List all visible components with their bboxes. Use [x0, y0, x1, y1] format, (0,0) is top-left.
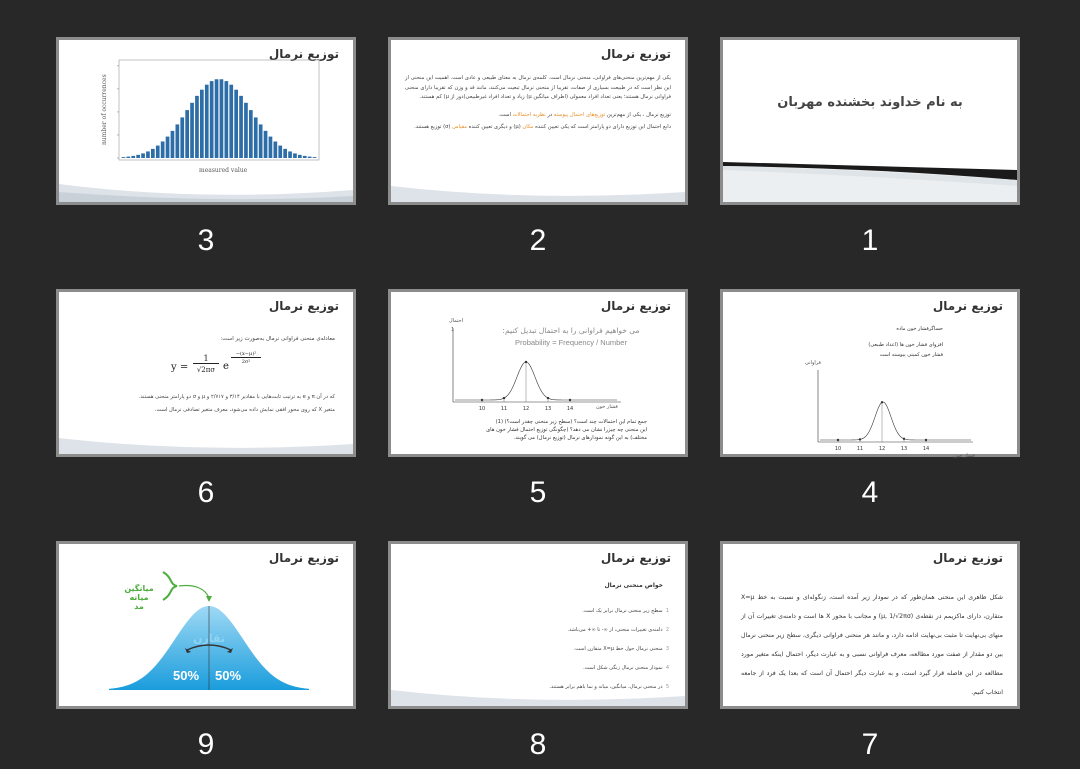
slide-decoration	[391, 666, 685, 706]
tick-label: 10	[478, 406, 486, 412]
histogram-bar	[141, 153, 145, 158]
histogram-bar	[308, 157, 312, 158]
slide-card-2[interactable]	[388, 37, 688, 257]
histogram-bar	[166, 137, 170, 158]
paragraph-2: توزیع نرمال ، یکی از مهم‌ترین توزیع‌های احتمال پیوسته در نظریه احتمالات است.	[498, 111, 671, 118]
histogram-bar	[229, 85, 233, 158]
histogram-bar	[283, 149, 287, 158]
paragraph-1: یکی از مهم‌ترین منحنی‌های فراوانی، منحنی نرمال است. کلمه‌ی نرمال به معنای طبیعی و عادی است. اهمیت این منحنی از این نظر است که در طبیعت بسیاری از صفات، تقریبا از منحنی نرمال تبعیت می‌کنند، مانند قد و وزن که تقریبا دارای منحنی فراوانی نرمال هستند؛ یعنی تعداد افراد معمولی (اطراف میانگین μ) زیاد و تعداد افراد غیرطبیعی(دور از μ) کم هستند.	[405, 75, 671, 100]
histogram-bar	[234, 90, 238, 158]
mean-median-mode-labels: میانگین میانه مد	[124, 584, 154, 611]
slide-decoration	[59, 414, 353, 454]
histogram-bar	[303, 156, 307, 158]
histogram-bar	[176, 124, 180, 158]
left-percent: 50%	[173, 668, 200, 683]
tick-label: 11	[500, 406, 508, 412]
data-point	[569, 399, 571, 401]
paragraph-3: دابع احتمال این توزیع دارای دو پارامتر است که یکی تعیین کننده مکان (μ) و دیگری تعیین کننده مقیاس (σ) توزیع هستند.	[414, 124, 671, 130]
list-item: 2 دامنه‌ی تغییرات منحنی، از ∞- تا ∞+ می‌باشد.	[567, 627, 669, 633]
data-point	[881, 401, 883, 403]
histogram-bar	[249, 110, 253, 158]
histogram-bar	[127, 157, 131, 158]
histogram-bar	[215, 79, 219, 158]
right-percent: 50%	[215, 668, 242, 683]
list-item: 5 در منحنی نرمال، میانگین، میانه و نما باهم برابر هستند.	[549, 684, 669, 690]
histogram-bar	[313, 157, 317, 158]
slide-card-5[interactable]	[388, 289, 688, 509]
slide-title: توزیع نرمال	[268, 551, 339, 565]
slide-number: 6	[197, 476, 215, 509]
tick-label: 12	[878, 446, 886, 452]
slide-title: توزیع نرمال	[600, 299, 671, 313]
histogram-bar	[156, 146, 160, 158]
slide-title: توزیع نرمال	[932, 551, 1003, 565]
histogram-bar	[180, 117, 184, 158]
tick-label: 10	[834, 446, 842, 452]
histogram-bar	[288, 151, 292, 158]
slide-number: 9	[197, 728, 215, 761]
histogram-bar	[259, 124, 263, 158]
slide-thumbnail-1[interactable]	[720, 37, 1020, 205]
slide-decoration	[59, 162, 353, 202]
data-point	[503, 397, 505, 399]
probability-formula: Probability = Frequency / Number	[515, 338, 627, 347]
slide-title: توزیع نرمال	[932, 299, 1003, 313]
histogram-bar	[200, 90, 204, 158]
slide-card-7[interactable]	[720, 541, 1020, 761]
slide-card-8[interactable]	[388, 541, 688, 761]
x-axis-label: فشار خون	[953, 453, 975, 459]
data-point	[837, 439, 839, 441]
equation-explanation: که در آن π و e به ترتیب ثابت‌هایی با مقادیر ۳/۱۴ و ۲/۷۱۷ و μ و σ دو پارامتر منحنی هستند. متغیر X که روی محور افقی نمایش داده می‌شود، معرف متغیر تصادفی نرمال است.	[138, 394, 335, 413]
data-point	[925, 439, 927, 441]
histogram-bar	[161, 141, 165, 158]
slide-thumbnail-7[interactable]	[720, 541, 1020, 709]
histogram-bar	[254, 117, 258, 158]
histogram-bar	[131, 156, 135, 158]
x-axis-label: measured value	[199, 167, 248, 174]
slide-body: شکل ظاهری این منحنی همان‌طور که در نمودار زیر آمده است، زنگوله‌ای و نسبت به خط X=μ متقارن، دارای ماکزیمم در نقطه‌ی (μ, 1/√2πσ) و مجانب با محور X ها است و دامنه‌ی تغییرات آن از منهای بی‌نهایت تا مثبت بی‌نهایت ادامه دارد، و مانند هر منحنی فراوانی دیگری، سطح زیر منحنی نرمال بین دو مقدار از صفت مورد مطالعه، معرف فراوانی نسبی و به عبارت دیگر، احتمال اینکه متغیر مورد مطالعه در این فاصله قرار گیرد است، و به عبارت دیگر احتمال آن است که بعدا یک فرد از جامعه انتخاب کنیم.	[741, 594, 1003, 696]
slide-main-title: به نام خداوند بخشنده مهربان	[777, 95, 963, 110]
data-point	[903, 438, 905, 440]
list-item: 4 نمودار منحنی نرمال زنگی شکل است.	[583, 665, 669, 671]
slide-card-1[interactable]	[720, 37, 1020, 257]
slide-card-3[interactable]	[56, 37, 356, 257]
histogram-bar	[185, 110, 189, 158]
histogram-bar	[190, 103, 194, 158]
slide-thumbnail-4[interactable]	[720, 289, 1020, 457]
slide-thumbnail-3[interactable]	[56, 37, 356, 205]
equation-intro: معادله‌ی منحنی فراوانی نرمال به‌صورت زیر است:	[220, 336, 335, 342]
histogram-bar	[210, 81, 214, 158]
tick-label: 13	[900, 446, 908, 452]
conversion-text: می خواهیم فراوانی را به احتمال تبدیل کنیم:	[502, 326, 640, 335]
histogram-bar	[274, 141, 278, 158]
slide-title: توزیع نرمال	[268, 299, 339, 313]
y-axis-label: احتمال	[449, 318, 464, 324]
histogram-bar	[122, 157, 126, 158]
list-item: 1 سطح زیر منحنی نرمال برابر یک است.	[582, 608, 669, 614]
histogram-bar	[264, 131, 268, 158]
slide-number: 5	[529, 476, 547, 509]
histogram-bar	[220, 79, 224, 158]
x-axis-label: فشار خون	[596, 404, 618, 410]
slide-body	[405, 74, 671, 136]
y-axis-max: 1	[451, 327, 455, 333]
normal-curve	[820, 402, 971, 440]
histogram-bar	[146, 151, 150, 158]
slide-title: توزیع نرمال	[600, 551, 671, 565]
symmetry-label: تقارن	[193, 632, 225, 645]
slide-card-6[interactable]	[56, 289, 356, 509]
tick-label: 14	[566, 406, 574, 412]
histogram-bar	[225, 81, 229, 158]
slide-thumbnail-2[interactable]	[388, 37, 688, 205]
slide-number: 1	[861, 224, 879, 257]
slide-thumbnail-6[interactable]: توزیع نرمال معادله‌ی منحنی فراوانی نرمال به‌صورت زیر است: y = 1 √2πσ e −(x−μ)² 2σ² که در آن π و e به ترتیب ثابت‌هایی با مقادیر ۳/۱۴ و ۲/۷۱۷ و μ و σ دو پارامتر منحنی هستند. متغیر X که روی محور افقی نمایش داده می‌شود، معرف متغیر تصادفی نرمال است.	[56, 289, 356, 457]
histogram-bar	[293, 153, 297, 158]
slide-title: توزیع نرمال	[268, 47, 339, 61]
normal-curve	[455, 362, 617, 400]
data-point	[859, 438, 861, 440]
slide-number: 8	[529, 728, 547, 761]
histogram-bar	[298, 155, 302, 158]
slide-thumbnail-9[interactable]	[56, 541, 356, 709]
note-3: فشار خون کمیتی پیوسته است	[879, 352, 943, 358]
histogram-bar	[278, 146, 282, 158]
tick-label: 13	[544, 406, 552, 412]
symmetric-bell-diagram	[59, 544, 353, 706]
note-2: افزوای فشار خون ها (اعداد طبیعی)	[868, 342, 943, 348]
data-point	[525, 361, 527, 363]
histogram-bar	[136, 155, 140, 158]
tick-label: 14	[922, 446, 930, 452]
slide-title: توزیع نرمال	[600, 47, 671, 61]
histogram-bar	[171, 131, 175, 158]
slide-decoration	[391, 162, 685, 202]
histogram-bar	[269, 137, 273, 158]
list-item: 3 منحنی نرمال حول خط X=μ متقارن است.	[573, 646, 669, 652]
slide-number: 7	[861, 728, 879, 761]
questions-text: جمع تمام این احتمالات چند است؟ (سطح زیر منحنی چقدر است؟) (1) این منحنی چه چیزرا نشان می دهد؟ (چگونگی توزیع احتمال فشار خون های مختلف) به این گونه نمودارهای نرمال (توزیع نرمال) می گویند.	[486, 419, 647, 441]
slide-number: 4	[861, 476, 879, 509]
y-axis-label: number of occurrences	[101, 74, 108, 145]
slide-thumbnail-5[interactable]	[388, 289, 688, 457]
tick-label: 12	[522, 406, 530, 412]
slide-number: 2	[529, 224, 547, 257]
slide-card-4[interactable]	[720, 289, 1020, 509]
histogram-bar	[205, 85, 209, 158]
slide-number: 3	[197, 224, 215, 257]
slide-thumbnail-8[interactable]	[388, 541, 688, 709]
histogram-bar	[151, 149, 155, 158]
histogram-bar	[239, 96, 243, 158]
tick-label: 11	[856, 446, 864, 452]
slide-decoration	[723, 152, 1017, 202]
slide-card-9[interactable]	[56, 541, 356, 761]
properties-heading: خواص منحنی نرمال	[604, 582, 663, 589]
histogram-bar	[195, 96, 199, 158]
y-axis-label: فراوانی	[805, 360, 821, 366]
note-1: حساگرفشار خون ماده	[896, 326, 943, 332]
data-point	[547, 397, 549, 399]
histogram-bar	[244, 103, 248, 158]
data-point	[481, 399, 483, 401]
frequency-curve	[723, 292, 1017, 454]
